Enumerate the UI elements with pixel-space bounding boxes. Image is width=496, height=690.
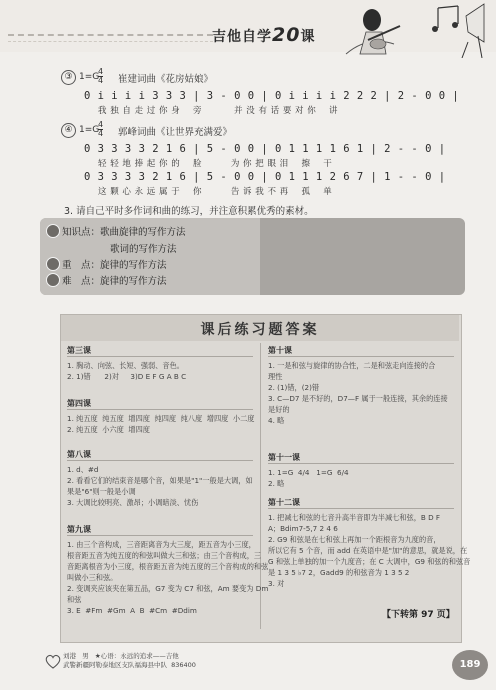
knowledge-row: 知识点：歌曲旋律的写作方法 (62, 227, 186, 238)
heading-rule (67, 535, 253, 536)
answer-text: 1. 一是和弦与旋律的协合性，二是和弦走向连接的合 理性 2. (1)错，(2)错 3. C—D7 是不好的，D7—F 属于一般连接，其余的连接 是好的 4. 略 (268, 361, 448, 425)
notation-line: 0 i i i i 3 3 3 | 3 - 0 0 | 0 i i i i 2 2 2 | 2 - 0 0 | (84, 90, 460, 102)
heart-icon (44, 652, 62, 670)
time-signature: $\frac{4}{4}$ (98, 67, 104, 85)
answer-text: 1. 由三个音构成，三音距离音为大三度，距五音为小三度， 根音距五音为纯五度的和弦叫做大三和弦；由三个音构成，三 音距离根音为小三度，根音距五音为纯五度的三个音构成的和弦 叫做小三和弦。 2. 变调夹应该夹在第五品，G7 变为 C7 和弦，Am 要变为 Dm 和弦 3. E #Fm #Gm A B #Cm #Ddim (67, 540, 269, 615)
lesson-heading: 第四课 (67, 399, 91, 408)
answer-text: 1. d、#d 2. 看看它们的结束音是哪个音，如果是"1"一般是大调，如 果是"6"则一般是小调 3. 大调比较明亮、激昂；小调暗淡、忧伤 (67, 465, 253, 507)
song-info: 郭峰词曲《让世界充满爱》 (118, 127, 233, 138)
page-number: 189 (452, 650, 488, 680)
lesson-heading: 第十课 (268, 346, 292, 355)
lesson-heading: 第九课 (67, 525, 91, 534)
heading-rule (67, 460, 253, 461)
knowledge-row: 重 点：旋律的写作方法 (62, 260, 167, 271)
knowledge-row: 难 点：旋律的写作方法 (62, 276, 167, 287)
continued-note: 【下转第 97 页】 (382, 610, 455, 620)
bullet-icon (46, 273, 60, 287)
time-signature: $\frac{4}{4}$ (98, 120, 104, 138)
lesson-heading: 第三课 (67, 346, 91, 355)
answer-text: 1. 胸动、向弦、长短、强弱、音色。 2. 1)错 2)对 3)D E F G A B C (67, 361, 187, 381)
header-title: 吉他自学20课 (212, 24, 316, 46)
lyrics-line: 这 颗 心 永 远 属 于 你 告 诉 我 不 再 孤 单 (98, 187, 333, 197)
knowledge-row: 歌词的写作方法 (110, 244, 177, 255)
header-dash-line (8, 34, 213, 36)
answer-text: 1. 纯五度 纯五度 增四度 纯四度 纯八度 增四度 小二度 2. 纯五度 小六度 增四度 (67, 414, 255, 434)
heading-rule (268, 508, 454, 509)
song-key: 1=G (79, 72, 100, 82)
exercise-3: 3. 请自己平时多作词和曲的练习，并注意积累优秀的素材。 (64, 206, 314, 217)
header-dash-line-2 (8, 41, 213, 42)
song-index: ④ (61, 123, 76, 138)
song-index: ③ (61, 70, 76, 85)
bullet-icon (46, 257, 60, 271)
footer-note: 刘港 男 ★心语：永远的追求——吉他 武警新疆阿勒泰地区支队福海县中队 836400 (63, 652, 196, 669)
guitar-player-illustration (338, 2, 488, 58)
heading-rule (67, 356, 253, 357)
lyrics-line: 轻 轻 地 捧 起 你 的 脸 为 你 把 眼 泪 擦 干 (98, 159, 333, 169)
lesson-heading: 第八课 (67, 450, 91, 459)
song-key: 1=G (79, 125, 100, 135)
heading-rule (268, 463, 454, 464)
answer-text: 1. 把减七和弦的七音升高半音即为半减七和弦，B D F A；Bdim7-5,7 2 4 6 2. G9 和弦是在七和弦上再加一个距根音为九度的音， 所以它有 5 个音，而 add 在英语中是"加"的意思，就是说，在 G 和弦上单独的加一个九度音；在 C 大调中，G9 和弦的和弦音 是 1 3 5 ♭7 2，Gadd9 的和弦音为 1 3 5 2 3. 对 (268, 513, 471, 588)
lyrics-line: 我 独 自 走 过 你 身 旁 并 没 有 话 要 对 你 讲 (98, 106, 339, 116)
lesson-heading: 第十二课 (268, 498, 300, 507)
heading-rule (268, 356, 454, 357)
heading-rule (67, 409, 253, 410)
answers-title: 课后练习题答案 (200, 322, 320, 338)
song-info: 崔建词曲《花房姑娘》 (118, 74, 214, 85)
bullet-icon (46, 224, 60, 238)
notation-line: 0 3 3 3 3 2 1 6 | 5 - 0 0 | 0 1 1 1 2 6 7 | 1 - - 0 | (84, 171, 446, 183)
notation-line: 0 3 3 3 3 2 1 6 | 5 - 0 0 | 0 1 1 1 1 6 1 | 2 - - 0 | (84, 143, 446, 155)
lesson-heading: 第十一课 (268, 453, 300, 462)
answer-text: 1. 1=G 4/4 1=G 6/4 2. 略 (268, 468, 349, 488)
